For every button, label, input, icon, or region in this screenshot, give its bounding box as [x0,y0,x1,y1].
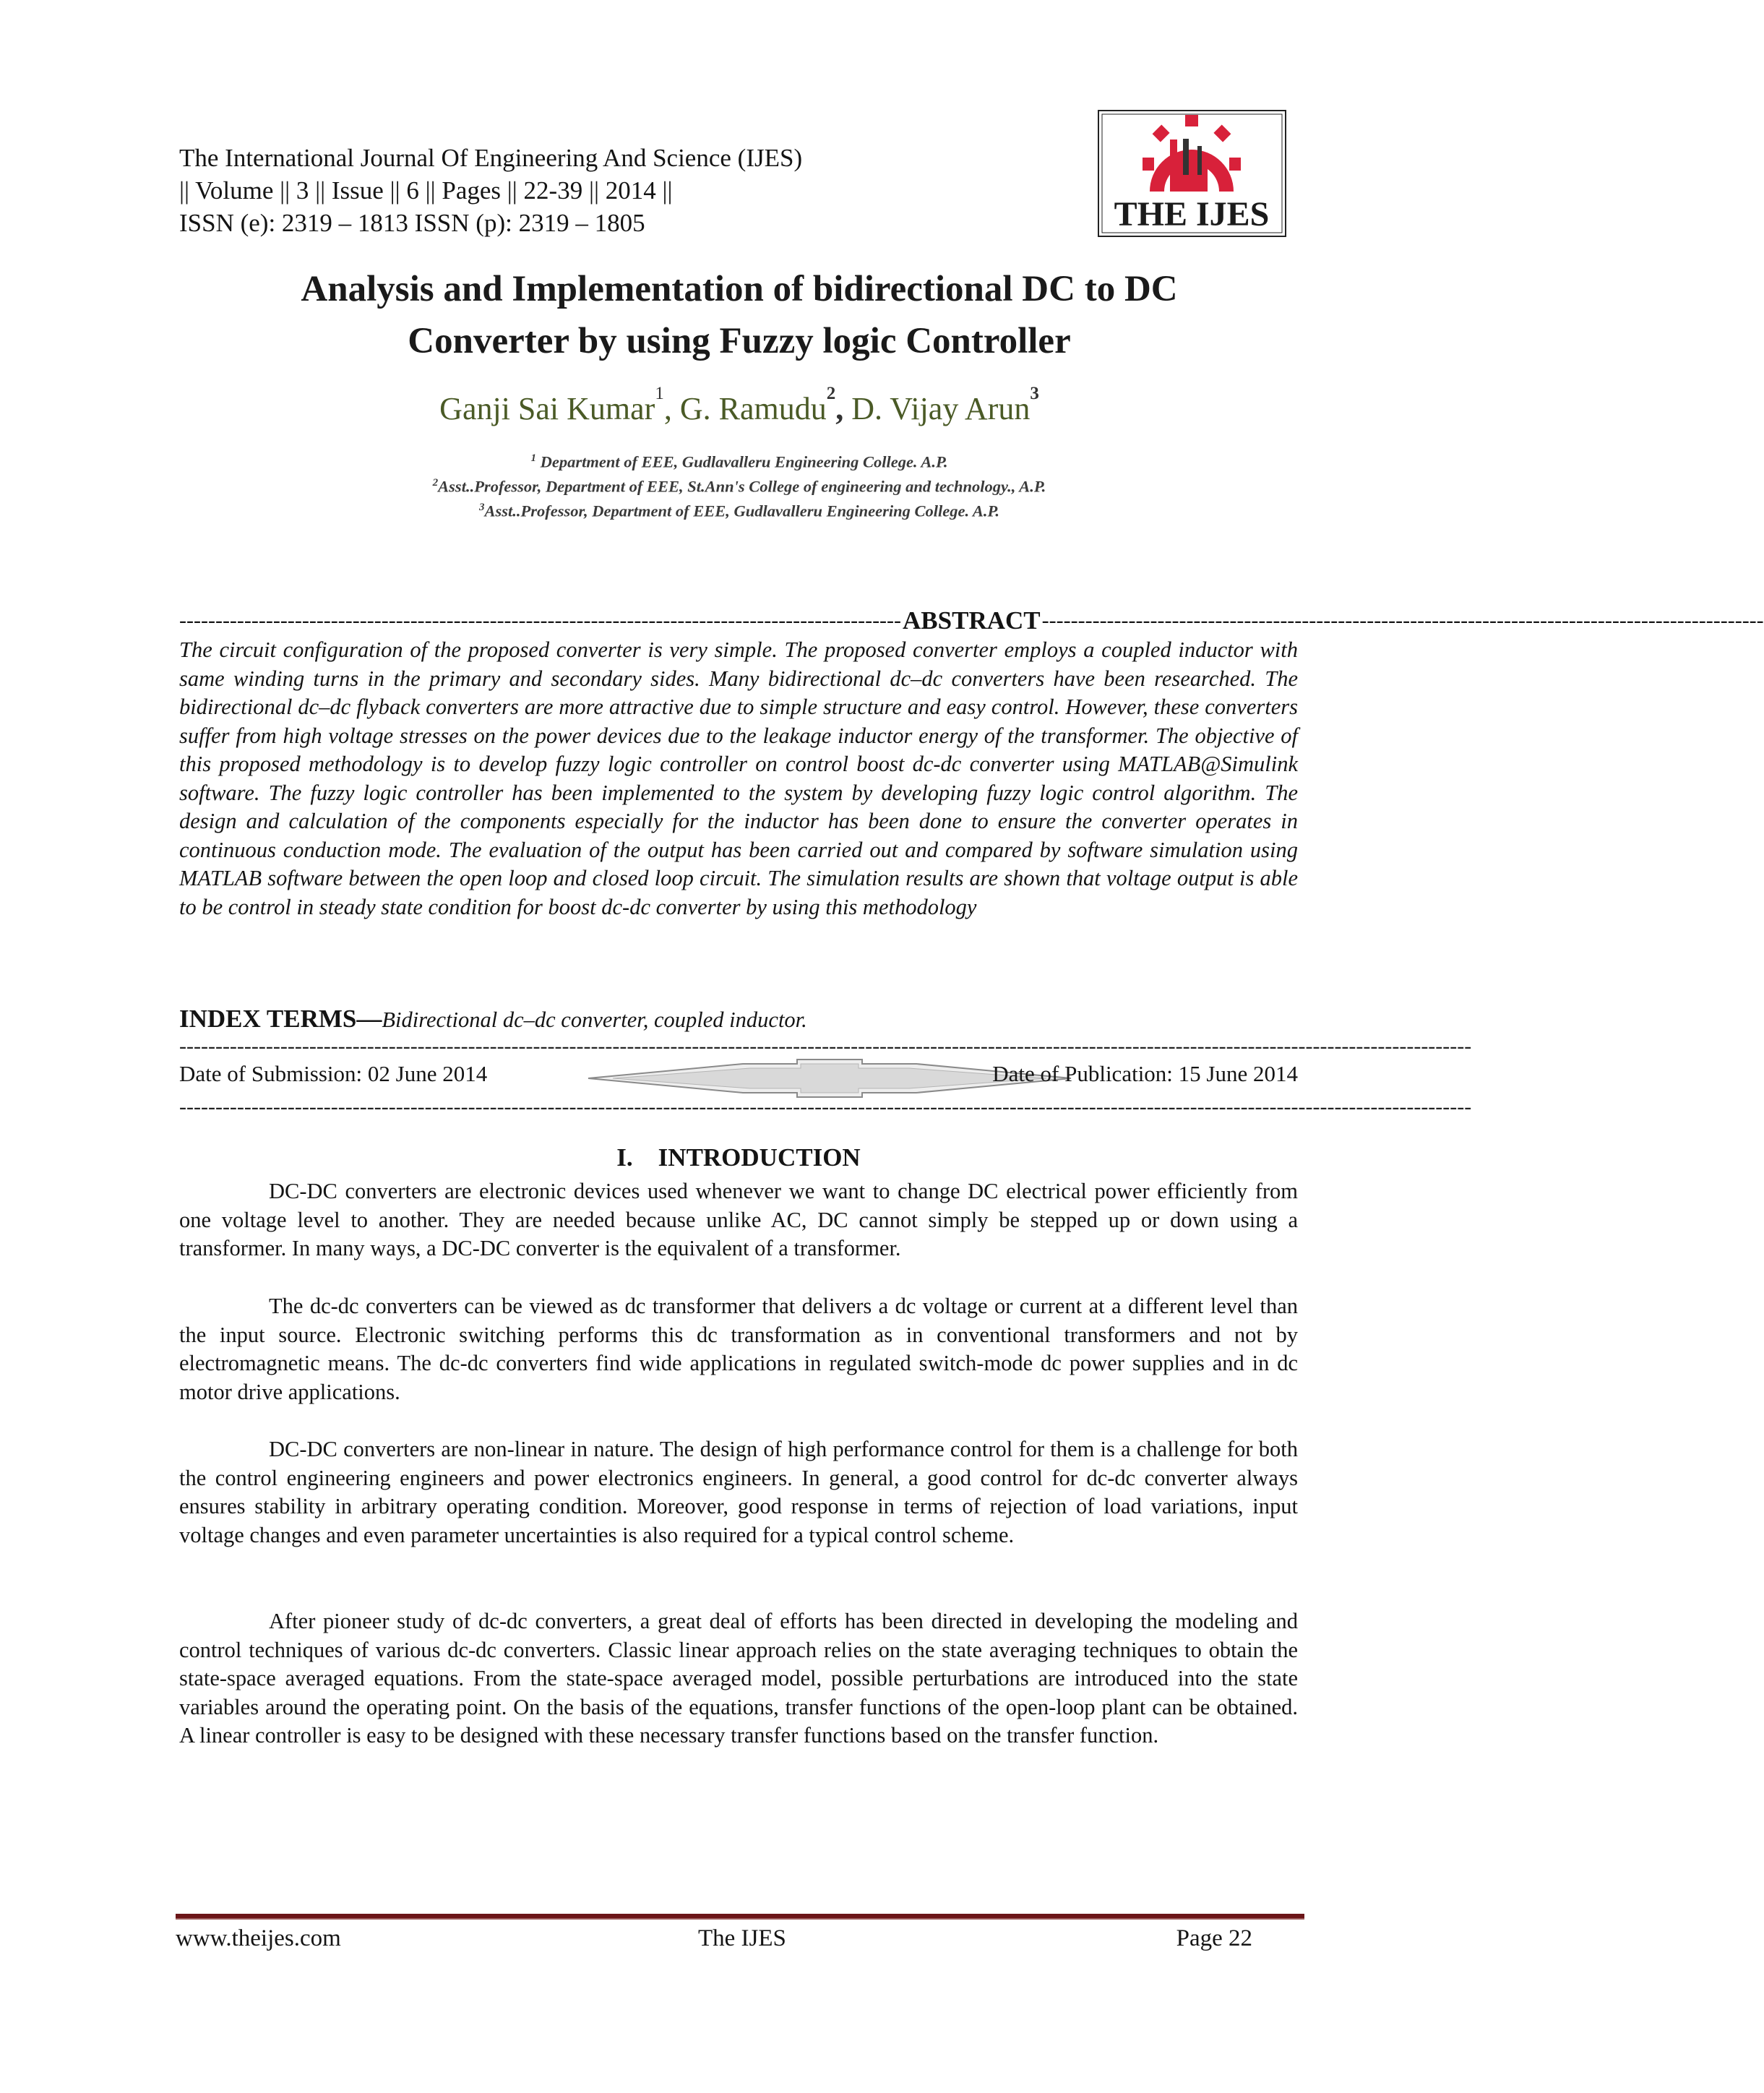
journal-header [179,142,1046,239]
footer-page-number: Page 22 [1176,1925,1252,1951]
abstract-heading [179,606,1764,636]
author-3: D. Vijay Arun [843,391,1031,426]
affiliation-2-text: Asst..Professor, Department of EEE, St.Ann's College of engineering and technology., A.P. [438,477,1046,496]
journal-volume: || Volume || 3 || Issue || 6 || Pages || 22-39 || 2014 || [179,176,673,205]
title-line-2: Converter by using Fuzzy logic Controller [408,321,1071,361]
paper-title [179,263,1299,367]
section-heading-introduction: I. INTRODUCTION [616,1143,861,1172]
affiliation-3 [179,502,1299,521]
author-1-sup: 1 [655,384,664,404]
footer-journal: The IJES [698,1925,786,1951]
index-terms [179,1005,1298,1033]
affiliation-2 [179,477,1299,497]
journal-name: The International Journal Of Engineering And Science (IJES) [179,144,803,172]
dash-rule-left: ---------------------------------------------------------------------------------------------------- [179,609,902,632]
ijes-logo-icon [1098,110,1286,237]
affiliation-1-sup: 1 [530,452,537,464]
author-sep-1: , [663,391,672,426]
intro-paragraph-3: DC-DC converters are non-linear in nature. The design of high performance control for them is a challenge for both the control engineering engineers and power electronics engineers. In general, a good control for dc-dc converter always ensures stability in arbitrary operating condition. Moreover, good response in terms of rejection of load variations, input voltage changes and even parameter uncertainties is also required for a typical control scheme. [179,1437,1298,1547]
author-3-sup: 3 [1030,384,1039,404]
affiliation-3-sup: 3 [478,502,485,513]
author-2-sup: 2 [826,384,836,404]
publication-date: Date of Publication: 15 June 2014 [992,1061,1298,1086]
divider-dashes-top: ----------------------------------------------------------------------------------------------------------------------------------------------------------------------------------- [179,1034,1472,1058]
abstract-text: The circuit configuration of the proposed converter is very simple. The proposed converter employs a coupled inductor with same winding turns in the primary and secondary sides. Many bidirectional dc–dc converters have been researched. The bidirectional dc–dc flyback converters are more attractive due to simple structure and easy control. However, these converters suffer from high voltage stresses on the power devices due to the leakage inductor energy of the transformer. The objective of this proposed methodology is to develop fuzzy logic controller on control boost dc-dc converter using MATLAB@Simulink software. The fuzzy logic controller has been implemented to the system by developing fuzzy logic control algorithm. The design and calculation of the components especially for the inductor has been done to ensure the converter operates in continuous conduction mode. The evaluation of the output has been carried out and compared by software simulation using MATLAB software between the open loop and closed loop circuit. The simulation results are shown that voltage output is able to be control in steady state condition for boost dc-dc converter by using this methodology [179,637,1298,919]
journal-logo [1098,110,1286,237]
affiliation-1-text: Department of EEE, Gudlavalleru Engineering College. A.P. [536,452,948,471]
footer-website-link[interactable]: www.theijes.com [176,1925,341,1951]
dates-row [179,1061,1298,1097]
author-2: G. Ramudu [671,391,827,426]
affiliation-2-sup: 2 [432,477,439,489]
title-line-1: Analysis and Implementation of bidirectional DC to DC [301,269,1178,309]
index-terms-value: Bidirectional dc–dc converter, coupled inductor. [382,1007,807,1032]
affiliation-3-text: Asst..Professor, Department of EEE, Gudlavalleru Engineering College. A.P. [484,502,1000,520]
intro-paragraph-1: DC-DC converters are electronic devices used whenever we want to change DC electrical power efficiently from one voltage level to another. They are needed because unlike AC, DC cannot simply be stepped up or down using a transformer. In many ways, a DC-DC converter is the equivalent of a transformer. [179,1179,1298,1260]
divider-dashes-bottom: ----------------------------------------------------------------------------------------------------------------------------------------------------------------------------------- [179,1095,1472,1119]
logo-text: THE IJES [1114,195,1270,233]
index-terms-label: INDEX TERMS— [179,1005,382,1033]
affiliation-1 [179,452,1299,472]
submission-date: Date of Submission: 02 June 2014 [179,1061,488,1086]
author-sep-2: , [835,391,844,426]
footer-rule [176,1914,1304,1920]
author-list [179,384,1299,427]
abstract-label: ABSTRACT [903,606,1041,635]
intro-paragraph-4: After pioneer study of dc-dc converters, a great deal of efforts has been directed in developing the modeling and control techniques of various dc-dc converters. Classic linear approach relies on the state averaging techniques to obtain the state-space averaged equations. From the state-space averaged model, possible perturbations are introduced into the state variables around the operating point. On the basis of the equations, transfer functions of the open-loop plant can be obtained. A linear controller is easy to be designed with these necessary transfer functions based on the transfer function. [179,1609,1298,1748]
author-1: Ganji Sai Kumar [439,391,655,426]
journal-issn: ISSN (e): 2319 – 1813 ISSN (p): 2319 – 1805 [179,209,645,237]
intro-paragraph-2: The dc-dc converters can be viewed as dc transformer that delivers a dc voltage or current at a different level than the input source. Electronic switching performs this dc transformation as in conventional transformers and not by electromagnetic means. The dc-dc converters find wide applications in regulated switch-mode dc power supplies and in dc motor drive applications. [179,1294,1298,1404]
dash-rule-right: ---------------------------------------------------------------------------------------------------- [1041,609,1764,632]
